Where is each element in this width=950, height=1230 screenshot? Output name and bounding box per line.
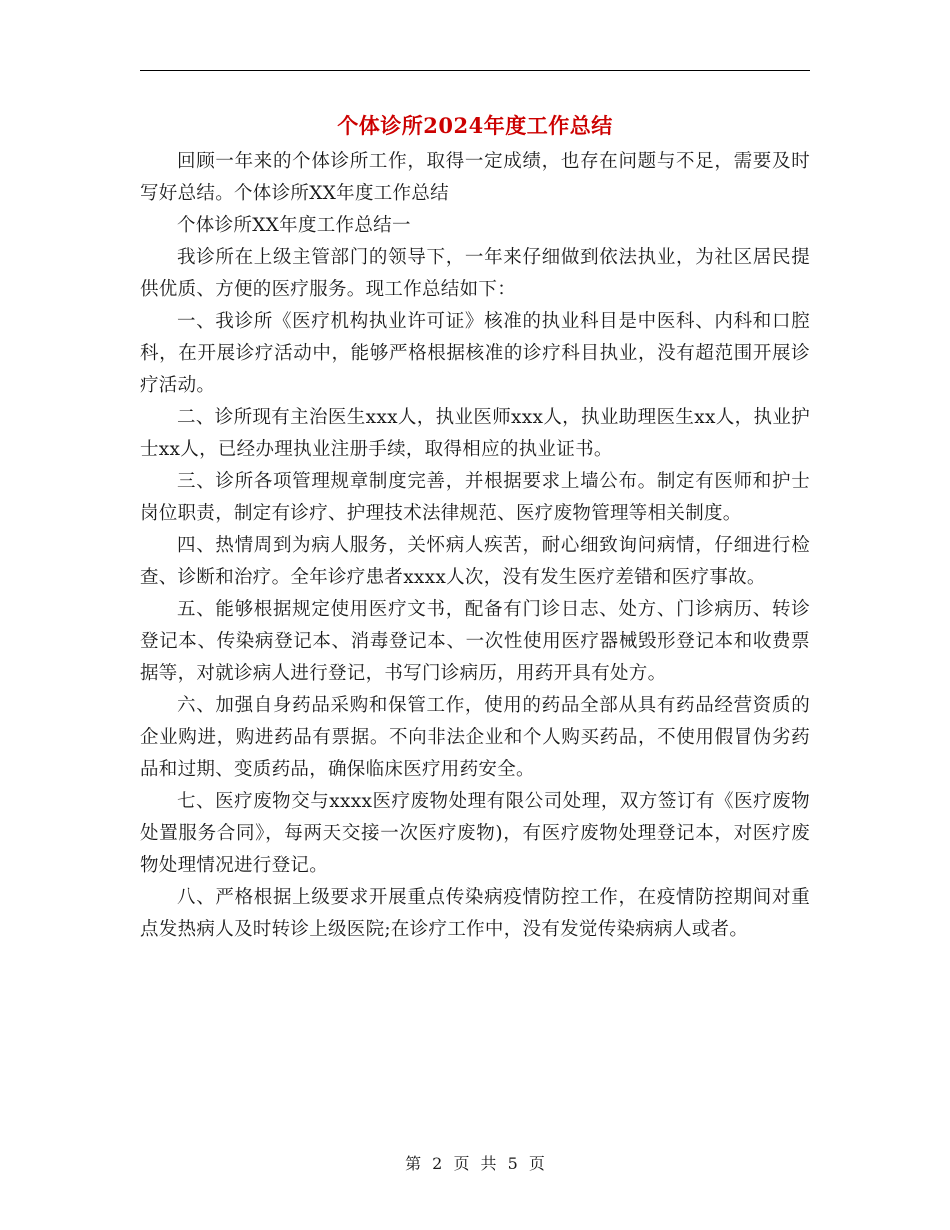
paragraph-item-1: 一、我诊所《医疗机构执业许可证》核准的执业科目是中医科、内科和口腔科，在开展诊疗活动中，能够严格根据核准的诊疗科目执业，没有超范围开展诊疗活动。 bbox=[140, 311, 810, 396]
paragraph-item-8: 八、严格根据上级要求开展重点传染病疫情防控工作，在疫情防控期间对重点发热病人及时转诊上级医院;在诊疗工作中，没有发觉传染病病人或者。 bbox=[140, 887, 810, 940]
paragraph-overview: 我诊所在上级主管部门的领导下，一年来仔细做到依法执业，为社区居民提供优质、方便的医疗服务。现工作总结如下： bbox=[140, 247, 810, 300]
paragraph-item-2: 二、诊所现有主治医生xxx人，执业医师xxx人，执业助理医生xx人，执业护士xx人，已经办理执业注册手续，取得相应的执业证书。 bbox=[140, 407, 810, 460]
paragraph-subtitle: 个体诊所XX年度工作总结一 bbox=[177, 215, 411, 236]
document-title: 个体诊所2024年度工作总结 bbox=[337, 113, 613, 138]
header-rule bbox=[140, 70, 810, 71]
paragraph-item-5: 五、能够根据规定使用医疗文书，配备有门诊日志、处方、门诊病历、转诊登记本、传染病登记本、消毒登记本、一次性使用医疗器械毁形登记本和收费票据等，对就诊病人进行登记，书写门诊病历，用药开具有处方。 bbox=[140, 599, 810, 684]
paragraph-intro: 回顾一年来的个体诊所工作，取得一定成绩，也存在问题与不足，需要及时写好总结。个体诊所XX年度工作总结 bbox=[140, 151, 810, 204]
paragraph-item-4: 四、热情周到为病人服务，关怀病人疾苦，耐心细致询问病情，仔细进行检查、诊断和治疗。全年诊疗患者xxxx人次，没有发生医疗差错和医疗事故。 bbox=[140, 535, 810, 588]
paragraph-item-3: 三、诊所各项管理规章制度完善，并根据要求上墙公布。制定有医师和护士岗位职责，制定有诊疗、护理技术法律规范、医疗废物管理等相关制度。 bbox=[140, 471, 810, 524]
document-body bbox=[140, 146, 810, 946]
paragraph-item-6: 六、加强自身药品采购和保管工作，使用的药品全部从具有药品经营资质的企业购进，购进药品有票据。不向非法企业和个人购买药品，不使用假冒伪劣药品和过期、变质药品，确保临床医疗用药安全。 bbox=[140, 695, 810, 780]
paragraph-item-7: 七、医疗废物交与xxxx医疗废物处理有限公司处理，双方签订有《医疗废物处置服务合同》，每两天交接一次医疗废物)，有医疗废物处理登记本，对医疗废物处理情况进行登记。 bbox=[140, 791, 810, 876]
page-number-footer: 第 2 页 共 5 页 bbox=[405, 1154, 545, 1173]
